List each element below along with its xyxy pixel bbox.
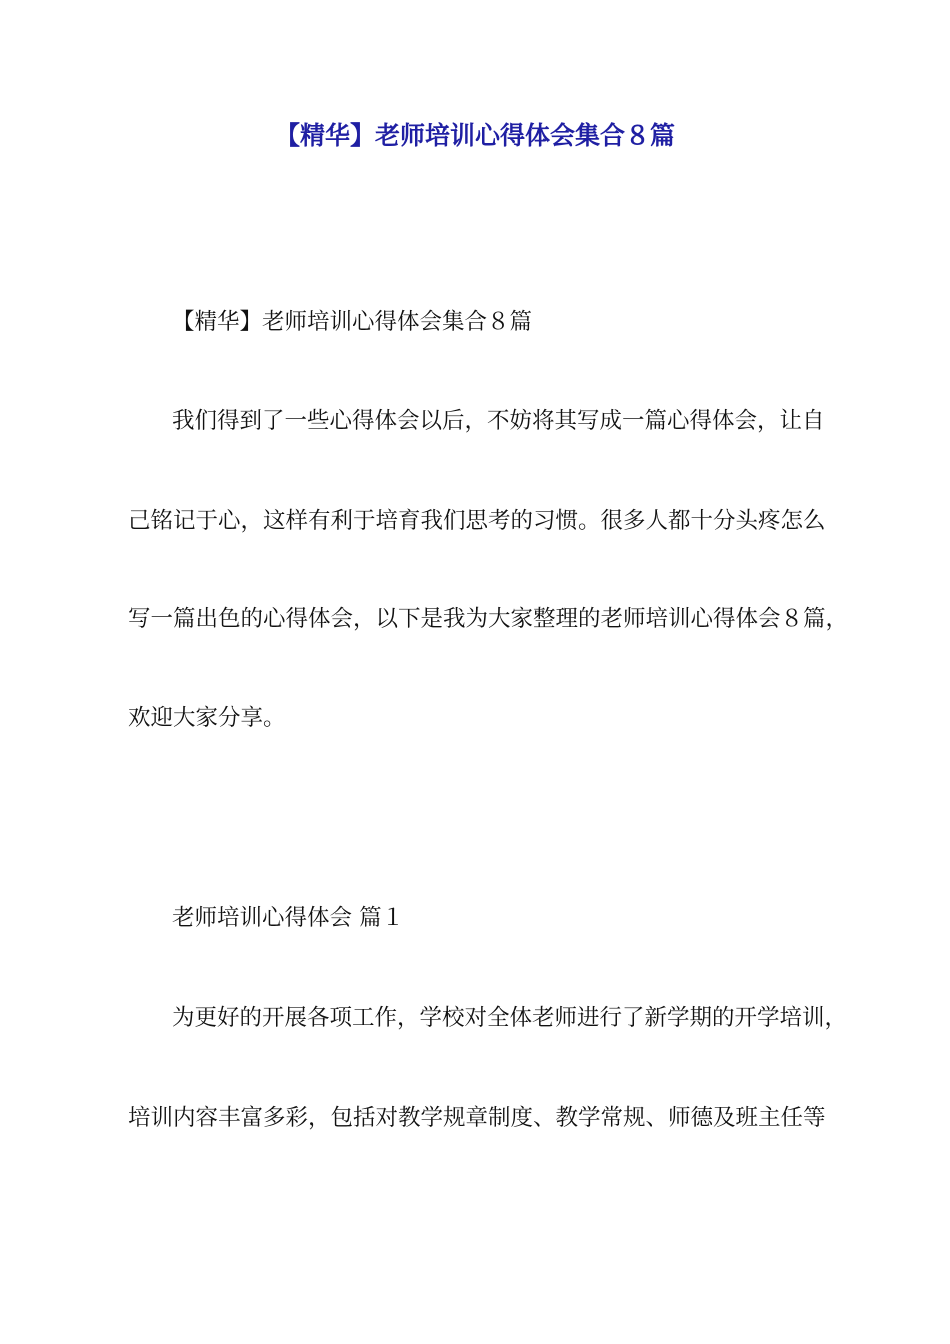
body-line: 为更好的开展各项工作，学校对全体老师进行了新学期的开学培训， xyxy=(172,1005,848,1031)
body-line: 己铭记于心，这样有利于培育我们思考的习惯。很多人都十分头疼怎么 xyxy=(128,508,826,534)
document-title: 【精华】老师培训心得体会集合８篇 xyxy=(274,121,675,150)
body-line: 写一篇出色的心得体会，以下是我为大家整理的老师培训心得体会８篇， xyxy=(128,606,849,632)
body-line: 培训内容丰富多彩，包括对教学规章制度、教学常规、师德及班主任等 xyxy=(128,1105,826,1131)
body-line: 欢迎大家分享。 xyxy=(128,705,286,731)
body-line: 我们得到了一些心得体会以后，不妨将其写成一篇心得体会，让自 xyxy=(172,408,825,434)
section-heading: 老师培训心得体会 篇１ xyxy=(172,905,405,931)
subtitle-line: 【精华】老师培训心得体会集合８篇 xyxy=(172,309,533,335)
